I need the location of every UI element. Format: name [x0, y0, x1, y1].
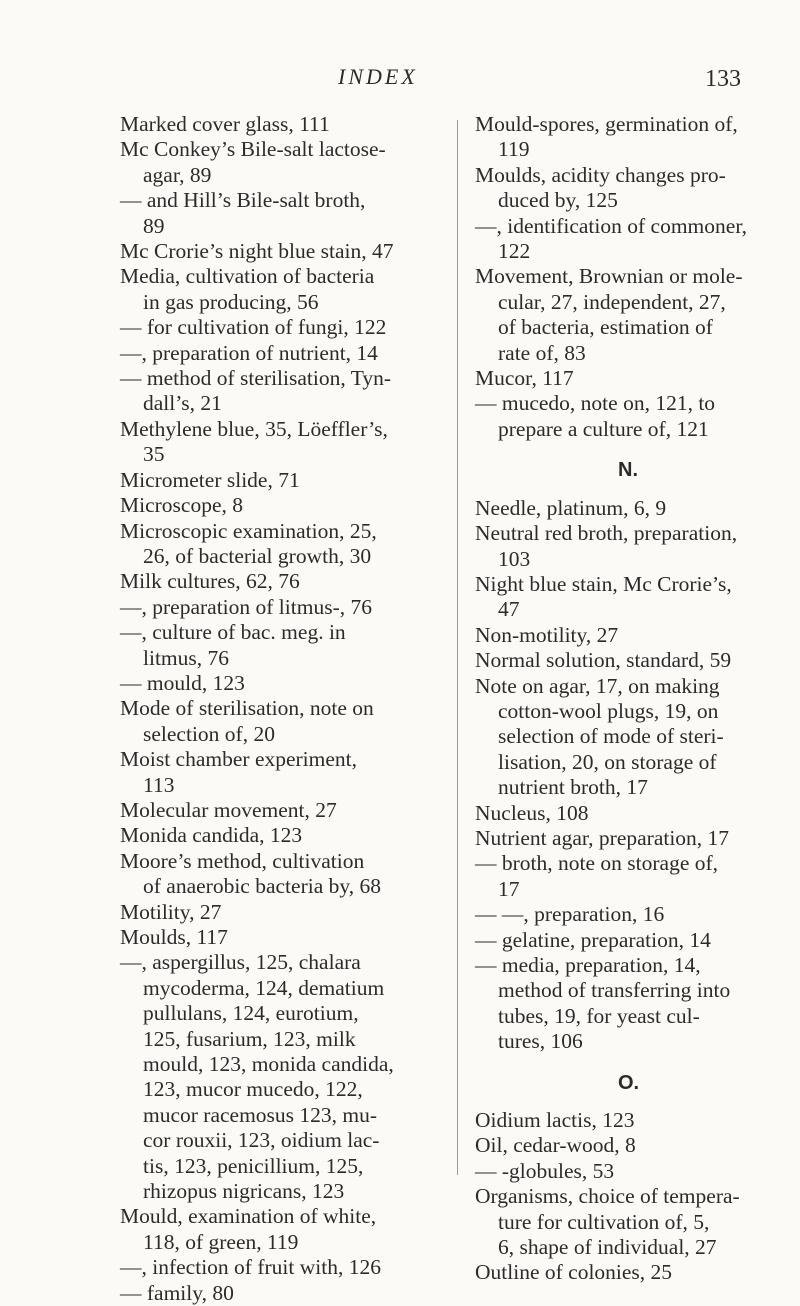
- index-entry-continuation: selection of, 20: [143, 721, 275, 746]
- index-entry-continuation: 6, shape of individual, 27: [498, 1235, 717, 1260]
- index-entry: Oil, cedar-wood, 8: [475, 1133, 636, 1158]
- index-entry: Nucleus, 108: [475, 800, 589, 825]
- index-entry-continuation: cor rouxii, 123, oidium lac-: [143, 1128, 380, 1153]
- index-entry: Monida candida, 123: [120, 823, 303, 848]
- index-entry: —, preparation of litmus-, 76: [120, 594, 372, 619]
- index-entry-continuation: 35: [143, 442, 165, 467]
- index-entry-continuation: agar, 89: [143, 162, 212, 187]
- index-entry: — for cultivation of fungi, 122: [120, 315, 387, 340]
- index-entry: —, preparation of nutrient, 14: [120, 340, 378, 365]
- index-entry: Organisms, choice of tempera-: [475, 1184, 740, 1209]
- index-entry: — media, preparation, 14,: [475, 953, 701, 977]
- index-entry: — family, 80: [120, 1280, 234, 1305]
- index-entry: Moulds, acidity changes pro-: [475, 162, 726, 187]
- index-entry: Mucor, 117: [475, 366, 574, 391]
- index-entry: Motility, 27: [120, 899, 222, 924]
- index-entry: — —, preparation, 16: [475, 902, 665, 927]
- index-entry-continuation: 125, fusarium, 123, milk: [143, 1026, 356, 1051]
- index-entry-continuation: mould, 123, monida candida,: [143, 1052, 394, 1077]
- index-entry: Milk cultures, 62, 76: [120, 569, 300, 594]
- index-entry: Moore’s method, cultivation: [120, 848, 365, 873]
- index-entry: Night blue stain, Mc Crorie’s,: [475, 571, 732, 596]
- index-entry: Neutral red broth, preparation,: [475, 521, 738, 546]
- index-entry-continuation: method of transferring into: [498, 978, 731, 1003]
- index-entry: Methylene blue, 35, Löeffler’s,: [120, 416, 388, 441]
- entry-list-m-continued: [475, 112, 800, 442]
- index-entry: —, aspergillus, 125, chalara: [120, 950, 361, 975]
- index-entry: — and Hill’s Bile-salt broth,: [120, 188, 366, 213]
- index-entry: Mould-spores, germination of,: [475, 112, 738, 136]
- index-entry: —, identification of commoner,: [475, 213, 747, 238]
- section-heading-o: O.: [618, 1071, 640, 1094]
- index-entry-continuation: rhizopus nigricans, 123: [143, 1179, 345, 1204]
- index-entry-continuation: lisation, 20, on storage of: [498, 749, 717, 774]
- index-entry-continuation: cotton-wool plugs, 19, on: [498, 698, 719, 723]
- index-entry-continuation: 89: [143, 213, 165, 238]
- index-entry-continuation: 118, of green, 119: [143, 1229, 299, 1254]
- index-entry: Molecular movement, 27: [120, 797, 337, 822]
- index-entry: Microscope, 8: [120, 493, 243, 518]
- index-entry-continuation: tis, 123, penicillium, 125,: [143, 1153, 364, 1178]
- index-entry-continuation: ture for cultivation of, 5,: [498, 1209, 710, 1234]
- section-heading-n: N.: [618, 459, 638, 482]
- index-entry-continuation: mycoderma, 124, dematium: [143, 975, 385, 1000]
- index-entry-continuation: of bacteria, estimation of: [498, 315, 713, 340]
- index-entry: —, culture of bac. meg. in: [120, 620, 346, 645]
- index-entry-continuation: dall’s, 21: [143, 391, 222, 416]
- index-entry-continuation: 26, of bacterial growth, 30: [143, 543, 372, 568]
- index-entry-continuation: rate of, 83: [498, 340, 586, 365]
- index-entry-continuation: 47: [498, 597, 520, 622]
- index-entry: — broth, note on storage of,: [475, 851, 719, 876]
- index-entry: — method of sterilisation, Tyn-: [120, 366, 391, 391]
- index-entry-continuation: mucor racemosus 123, mu-: [143, 1102, 378, 1127]
- index-entry: Oidium lactis, 123: [475, 1108, 635, 1133]
- index-entry: Non-motility, 27: [475, 622, 619, 647]
- index-entry-continuation: nutrient broth, 17: [498, 775, 648, 800]
- index-entry: Mc Conkey’s Bile-salt lactose-: [120, 137, 386, 162]
- index-entry: Mc Crorie’s night blue stain, 47: [120, 239, 394, 264]
- running-head: INDEX: [338, 64, 418, 89]
- page-number: 133: [705, 66, 741, 92]
- index-entry: Marked cover glass, 111: [120, 112, 330, 136]
- index-entry: Microscopic examination, 25,: [120, 518, 377, 543]
- index-entry: —, infection of fruit with, 126: [120, 1255, 381, 1280]
- index-entry: — mould, 123: [120, 670, 245, 695]
- index-column-left: [120, 112, 445, 1306]
- index-entry-continuation: tures, 106: [498, 1029, 583, 1054]
- index-entry: Nutrient agar, preparation, 17: [475, 825, 730, 850]
- index-entry: Mode of sterilisation, note on: [120, 696, 374, 721]
- index-entry-continuation: 119: [498, 137, 530, 162]
- index-entry: Media, cultivation of bacteria: [120, 264, 375, 289]
- entry-list-n: [475, 496, 800, 1055]
- index-entry: Moulds, 117: [120, 925, 228, 949]
- index-entry-continuation: of anaerobic bacteria by, 68: [143, 874, 381, 899]
- column-divider: [457, 120, 458, 1175]
- index-entry: — -globules, 53: [475, 1158, 615, 1183]
- index-entry: Outline of colonies, 25: [475, 1260, 673, 1285]
- index-entry: Movement, Brownian or mole-: [475, 264, 743, 289]
- index-entry: Note on agar, 17, on making: [475, 673, 720, 698]
- index-entry: Moist chamber experiment,: [120, 747, 358, 772]
- index-column-right: [475, 112, 800, 1286]
- page-header: [0, 62, 800, 102]
- index-entry-continuation: cular, 27, independent, 27,: [498, 289, 726, 314]
- index-entry-continuation: tubes, 19, for yeast cul-: [498, 1003, 700, 1028]
- index-entry-continuation: selection of mode of steri-: [498, 724, 724, 749]
- entry-list-m: [120, 112, 445, 1306]
- index-entry: — gelatine, preparation, 14: [475, 927, 711, 952]
- index-entry-continuation: 122: [498, 239, 531, 264]
- index-entry-continuation: pullulans, 124, eurotium,: [143, 1001, 359, 1026]
- index-entry-continuation: 123, mucor mucedo, 122,: [143, 1077, 363, 1102]
- index-entry: Micrometer slide, 71: [120, 467, 300, 492]
- index-entry-continuation: 113: [143, 772, 175, 797]
- entry-list-o: [475, 1108, 800, 1286]
- index-entry: — mucedo, note on, 121, to: [475, 391, 716, 416]
- index-entry: Normal solution, standard, 59: [475, 648, 732, 673]
- index-entry-continuation: 103: [498, 546, 531, 571]
- index-entry-continuation: duced by, 125: [498, 188, 618, 213]
- index-entry-continuation: in gas producing, 56: [143, 289, 319, 314]
- index-entry-continuation: prepare a culture of, 121: [498, 416, 709, 441]
- index-entry-continuation: litmus, 76: [143, 645, 230, 670]
- index-entry: Needle, platinum, 6, 9: [475, 495, 667, 520]
- index-entry: Mould, examination of white,: [120, 1204, 377, 1229]
- index-entry-continuation: 17: [498, 876, 520, 901]
